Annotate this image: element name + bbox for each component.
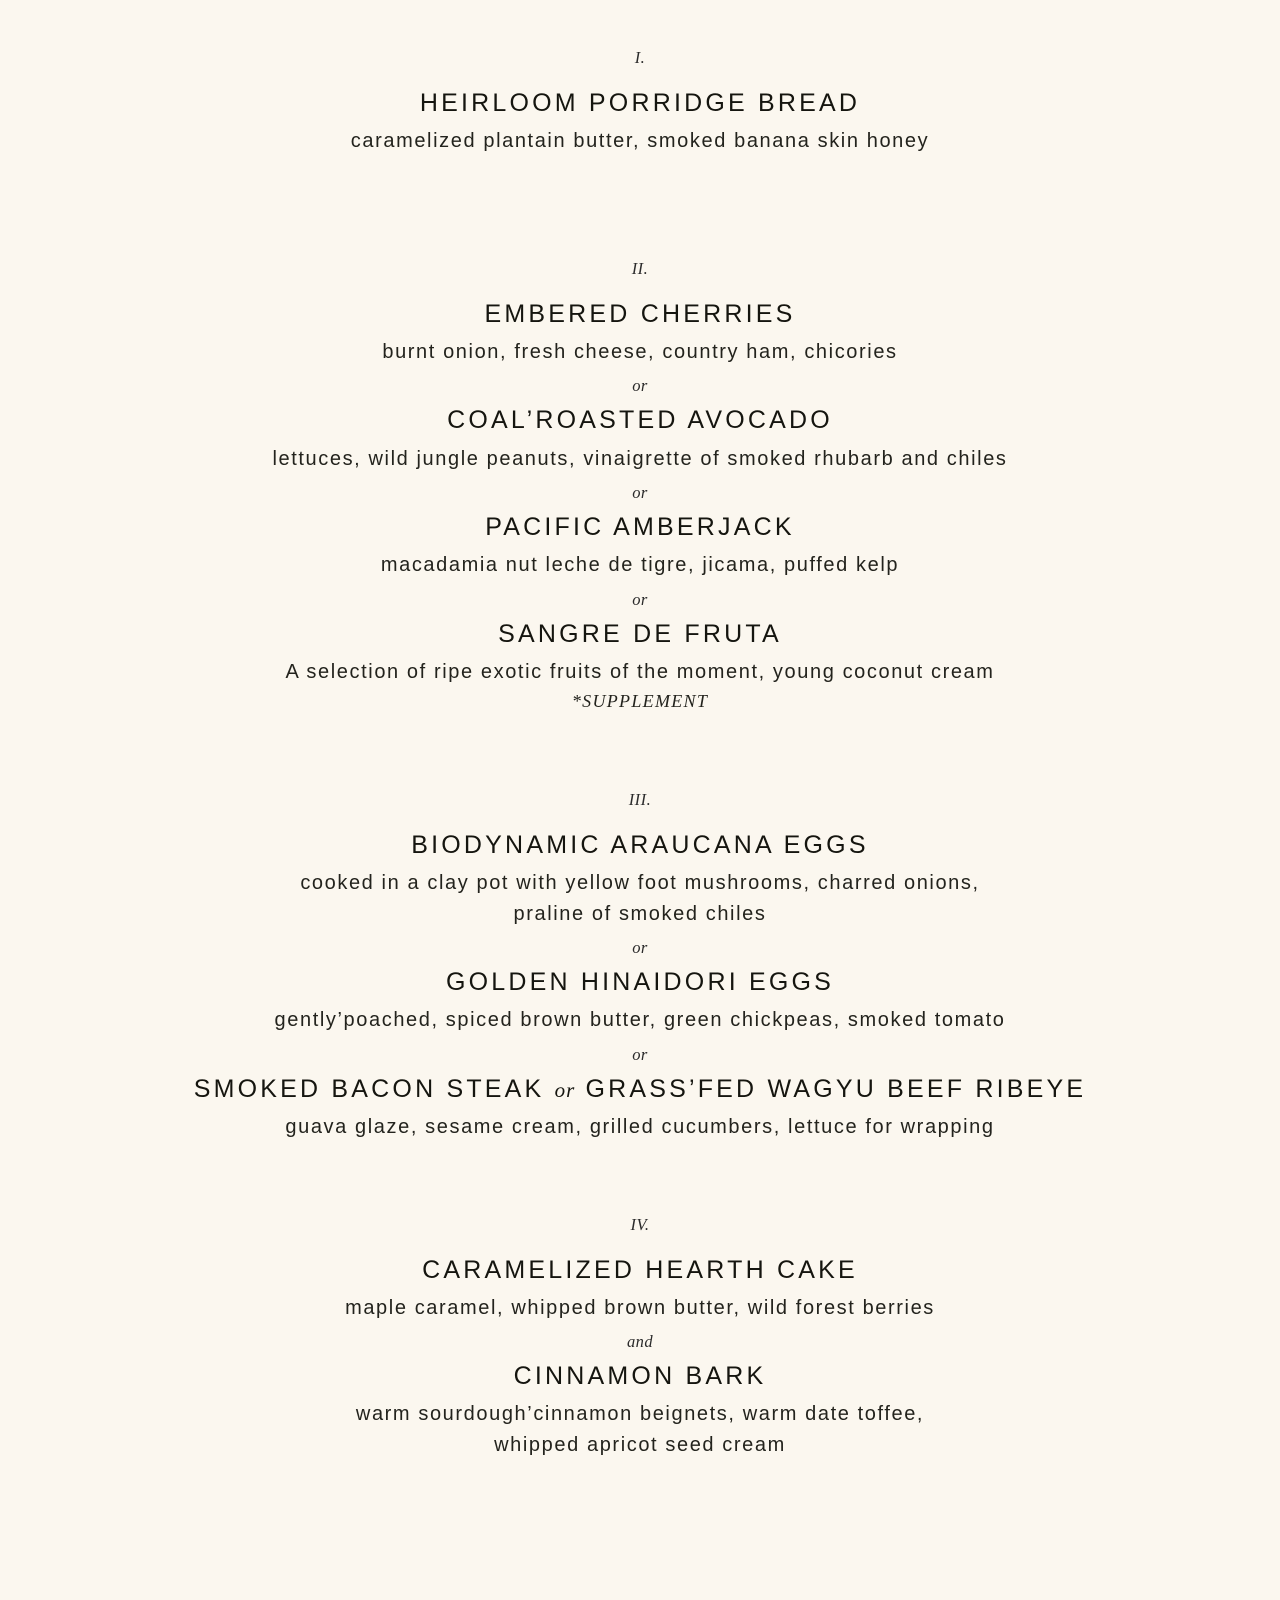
dish-name: GOLDEN HINAIDORI EGGS: [445, 968, 835, 997]
dish-separator: or: [632, 938, 648, 958]
course-3: [80, 790, 1200, 1142]
dish-name: PACIFIC AMBERJACK: [485, 512, 795, 541]
dish-sangre-de-fruta: [80, 619, 1200, 713]
dish-description: macadamia nut leche de tigre, jicama, puffed kelp: [380, 554, 900, 577]
dish-description: maple caramel, whipped brown butter, wild forest berries: [345, 1296, 935, 1319]
dish-name-conjunction: or: [554, 1077, 576, 1102]
dish-description: gently’poached, spiced brown butter, green chickpeas, smoked tomato: [274, 1009, 1006, 1032]
dish-separator: or: [632, 589, 648, 609]
dish-name: BIODYNAMIC ARAUCANA EGGS: [411, 831, 869, 860]
course-2: [80, 259, 1200, 713]
dish-description-line-2: whipped apricot seed cream: [494, 1433, 786, 1456]
dish-description-line-2: praline of smoked chiles: [513, 902, 767, 925]
dish-pacific-amberjack: [80, 512, 1200, 581]
dish-coal-roasted-avocado: [80, 405, 1200, 474]
dish-golden-hinaidori-eggs: [80, 967, 1200, 1036]
dish-name: CINNAMON BARK: [513, 1362, 767, 1391]
dish-caramelized-hearth-cake: [80, 1255, 1200, 1324]
supplement-note: *SUPPLEMENT: [571, 691, 709, 712]
course-1: [80, 48, 1200, 157]
course-numeral-4: IV.: [630, 1214, 650, 1234]
dish-heirloom-porridge-bread: [80, 88, 1200, 157]
dish-smoked-bacon-steak-or-wagyu-ribeye: [80, 1074, 1200, 1143]
dish-separator: or: [632, 376, 648, 396]
course-numeral-2: II.: [631, 258, 649, 278]
dish-description: burnt onion, fresh cheese, country ham, chicories: [382, 340, 898, 363]
dish-name: SANGRE DE FRUTA: [498, 619, 782, 648]
dish-embered-cherries: [80, 299, 1200, 368]
dish-name: CARAMELIZED HEARTH CAKE: [422, 1255, 858, 1284]
dish-biodynamic-araucana-eggs: [80, 830, 1200, 929]
course-numeral-3: III.: [628, 790, 652, 810]
dish-description: guava glaze, sesame cream, grilled cucumbers, lettuce for wrapping: [285, 1116, 995, 1139]
dish-name: COAL’ROASTED AVOCADO: [447, 406, 833, 435]
dish-name: EMBERED CHERRIES: [484, 299, 796, 328]
course-numeral-1: I.: [634, 48, 646, 67]
dish-separator: or: [632, 1044, 648, 1064]
dish-separator: and: [627, 1332, 653, 1352]
dish-name-option-1: SMOKED BACON STEAK: [193, 1074, 545, 1103]
dish-separator: or: [632, 482, 648, 502]
dish-name: HEIRLOOM PORRIDGE BREAD: [419, 89, 861, 117]
dish-cinnamon-bark: [80, 1361, 1200, 1460]
dish-name-option-2: GRASS’FED WAGYU BEEF RIBEYE: [585, 1074, 1087, 1103]
dish-description: lettuces, wild jungle peanuts, vinaigrette of smoked rhubarb and chiles: [272, 447, 1008, 470]
dish-description-line-1: warm sourdough’cinnamon beignets, warm date toffee,: [355, 1403, 925, 1426]
dish-description-line-1: cooked in a clay pot with yellow foot mushrooms, charred onions,: [300, 872, 980, 895]
course-4: [80, 1215, 1200, 1461]
dish-description: A selection of ripe exotic fruits of the moment, young coconut cream: [285, 660, 995, 683]
dish-name: [80, 1074, 1200, 1105]
dish-description: caramelized plantain butter, smoked banana skin honey: [350, 130, 930, 153]
